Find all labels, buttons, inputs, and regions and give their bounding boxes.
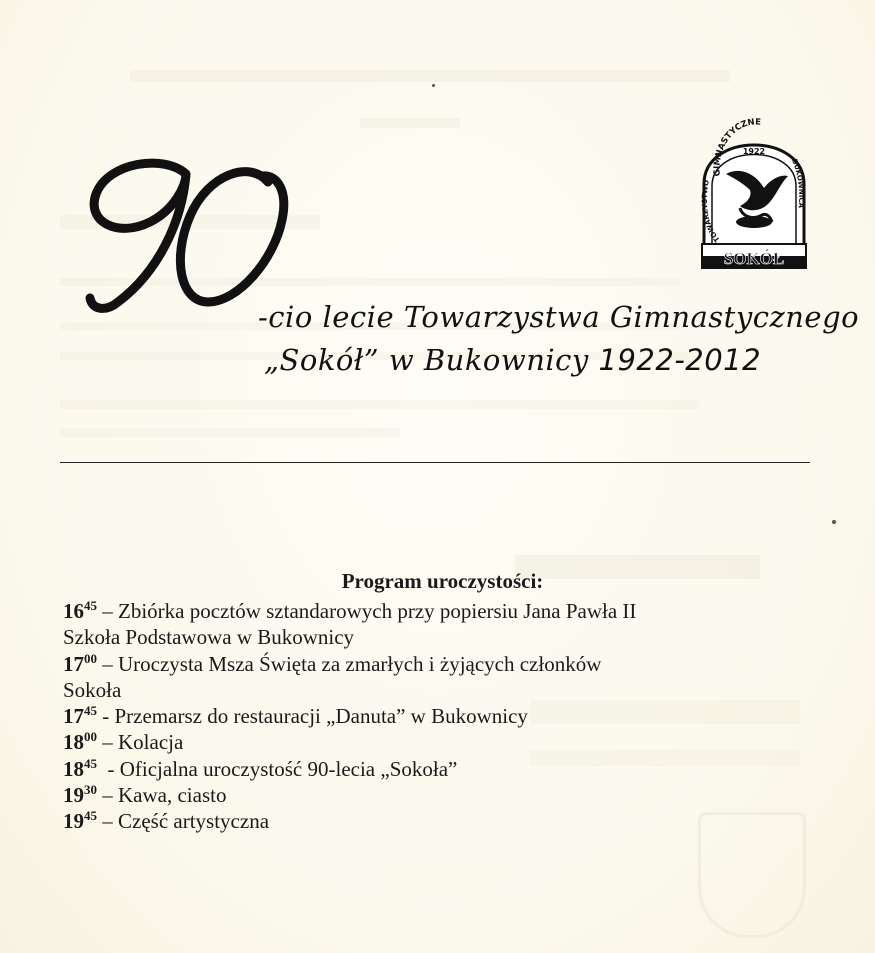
program-item-minute: 00 [84, 729, 97, 745]
program-item-minute: 45 [84, 755, 97, 771]
program-item-hour: 19 [63, 783, 84, 808]
program-item [63, 651, 823, 677]
speck [832, 520, 836, 524]
program-item-hour: 19 [63, 809, 84, 834]
sokol-emblem-logo [700, 104, 808, 272]
program-item [63, 808, 823, 834]
emblem-year: 1922 [742, 147, 766, 156]
program-item-minute: 00 [84, 650, 97, 666]
title-line-1: -cio lecie Towarzystwa Gimnastycznego [258, 300, 860, 334]
program-item-text: Szkoła Podstawowa w Bukownicy [63, 625, 355, 650]
program-heading: Program uroczystości: [341, 569, 544, 593]
program-item-text: Sokoła [63, 677, 122, 702]
program-item [63, 598, 823, 624]
program-item-text: – Uroczysta Msza Święta za zmarłych i żyjących członków [97, 651, 602, 676]
program-item-minute: 30 [84, 782, 97, 798]
program-item-hour: 17 [63, 651, 84, 676]
big-90-numeral [78, 152, 308, 322]
program-item [63, 624, 823, 650]
title-society-name: „Sokół” w Bukownicy [264, 343, 589, 377]
title-line-2 [264, 343, 761, 377]
program-item [63, 782, 823, 808]
program-item [63, 756, 823, 782]
speck [432, 84, 435, 87]
program-item [63, 729, 823, 755]
program-item-minute: 45 [84, 703, 97, 719]
program-item-hour: 17 [63, 704, 84, 729]
program-item-text: – Zbiórka pocztów sztandarowych przy popiersiu Jana Pawła II [97, 599, 637, 623]
program-item-hour: 18 [63, 730, 84, 755]
emblem-arc-right: BUKOWNICA [790, 157, 806, 209]
program-item-minute: 45 [84, 598, 97, 613]
program-item-text: – Kolacja [97, 730, 184, 755]
program-item-minute: 45 [84, 808, 97, 824]
program-item [63, 677, 823, 703]
program-item-hour: 16 [63, 599, 84, 623]
program-item [63, 703, 823, 729]
emblem-banner: SOKÓŁ [723, 249, 785, 268]
program-item-text: – Kawa, ciasto [97, 783, 227, 808]
emblem-arc-left: TOWARZYSTWO [700, 179, 722, 244]
title-years: 1922-2012 [598, 343, 762, 377]
program-item-text: - Oficjalna uroczystość 90-lecia „Sokoła” [97, 756, 458, 781]
program-item-hour: 18 [63, 756, 84, 781]
emblem-arc-top: GIMNASTYCZNE [712, 117, 762, 177]
program-item-text: – Część artystyczna [97, 809, 270, 834]
program-item-text: - Przemarsz do restauracji „Danuta” w Bukownicy [97, 704, 528, 729]
divider-line [60, 462, 810, 463]
program-list [63, 598, 823, 835]
